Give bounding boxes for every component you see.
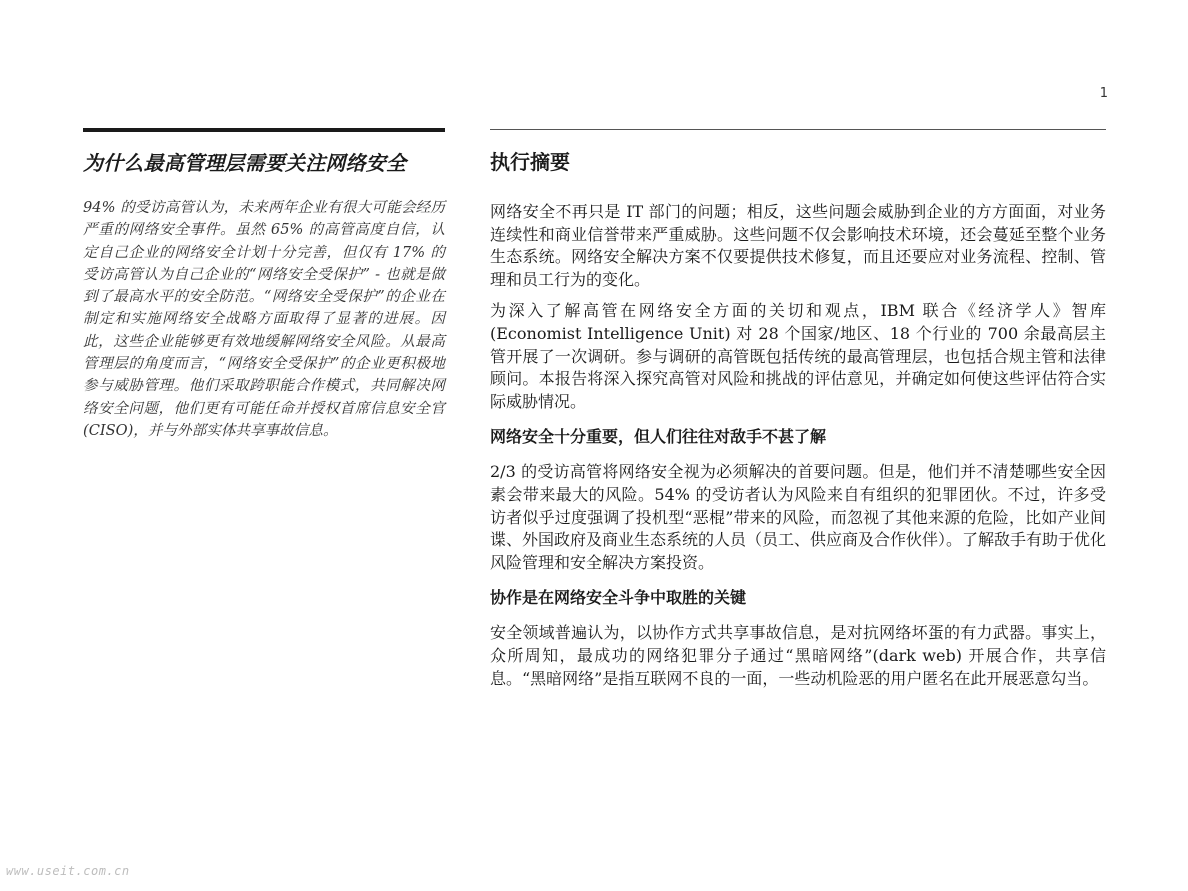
main-column [490, 129, 1106, 690]
sidebar [83, 128, 445, 442]
sidebar-body: 94% 的受访高管认为，未来两年企业有很大可能会经历严重的网络安全事件。虽然 65% 的高管高度自信，认定自己企业的网络安全计划十分完善，但仅有 17% 的受访高管认为自己企业的“网络安全受保护” - 也就是做到了最高水平的安全防范。“网络安全受保护”的企业在制定和实施网络安全战略方面取得了显著的进展。因此，这些企业能够更有效地缓解网络安全风险。从最高管理层的角度而言，“网络安全受保护”的企业更积极地参与威胁管理。他们采取跨职能合作模式，共同解决网络安全问题，他们更有可能任命并授权首席信息安全官 (CISO)，并与外部实体共享事故信息。 [83, 199, 445, 439]
paragraph: 安全领域普遍认为，以协作方式共享事故信息，是对抗网络坏蛋的有力武器。事实上，众所周知，最成功的网络犯罪分子通过“黑暗网络”(dark web) 开展合作，共享信息。“黑暗网络”是指互联网不良的一面，一些动机险恶的用户匿名在此开展恶意勾当。 [490, 623, 1106, 688]
paragraph: 网络安全不再只是 IT 部门的问题；相反，这些问题会威胁到企业的方方面面，对业务连续性和商业信誉带来严重威胁。这些问题不仅会影响技术环境，还会蔓延至整个业务生态系统。网络安全解决方案不仅要提供技术修复，而且还要应对业务流程、控制、管理和员工行为的变化。 [490, 202, 1106, 289]
paragraph: 为深入了解高管在网络安全方面的关切和观点，IBM 联合《经济学人》智库 (Economist Intelligence Unit) 对 28 个国家/地区、18 个行业的 700 余最高层主管开展了一次调研。参与调研的高管既包括传统的最高管理层，也包括合规主管和法律顾问。本报告将深入探究高管对风险和挑战的评估意见，并确定如何使这些评估符合实际威胁情况。 [490, 301, 1106, 411]
watermark: www.useit.com.cn [6, 864, 130, 878]
section-heading: 协作是在网络安全斗争中取胜的关键 [490, 588, 747, 608]
main-top-rule [490, 129, 1106, 130]
sidebar-top-rule [83, 128, 445, 132]
page-title: 执行摘要 [490, 150, 570, 174]
page-number: 1 [1099, 86, 1108, 101]
sidebar-title: 为什么最高管理层需要关注网络安全 [83, 151, 407, 175]
paragraph: 2/3 的受访高管将网络安全视为必须解决的首要问题。但是，他们并不清楚哪些安全因素会带来最大的风险。54% 的受访者认为风险来自有组织的犯罪团伙。不过，许多受访者似乎过度强调了投机型“恶棍”带来的风险，而忽视了其他来源的危险，比如产业间谍、外国政府及商业生态系统的人员（员工、供应商及合作伙伴）。了解敌手有助于优化风险管理和安全解决方案投资。 [490, 462, 1107, 572]
section-heading: 网络安全十分重要，但人们往往对敌手不甚了解 [490, 427, 827, 447]
